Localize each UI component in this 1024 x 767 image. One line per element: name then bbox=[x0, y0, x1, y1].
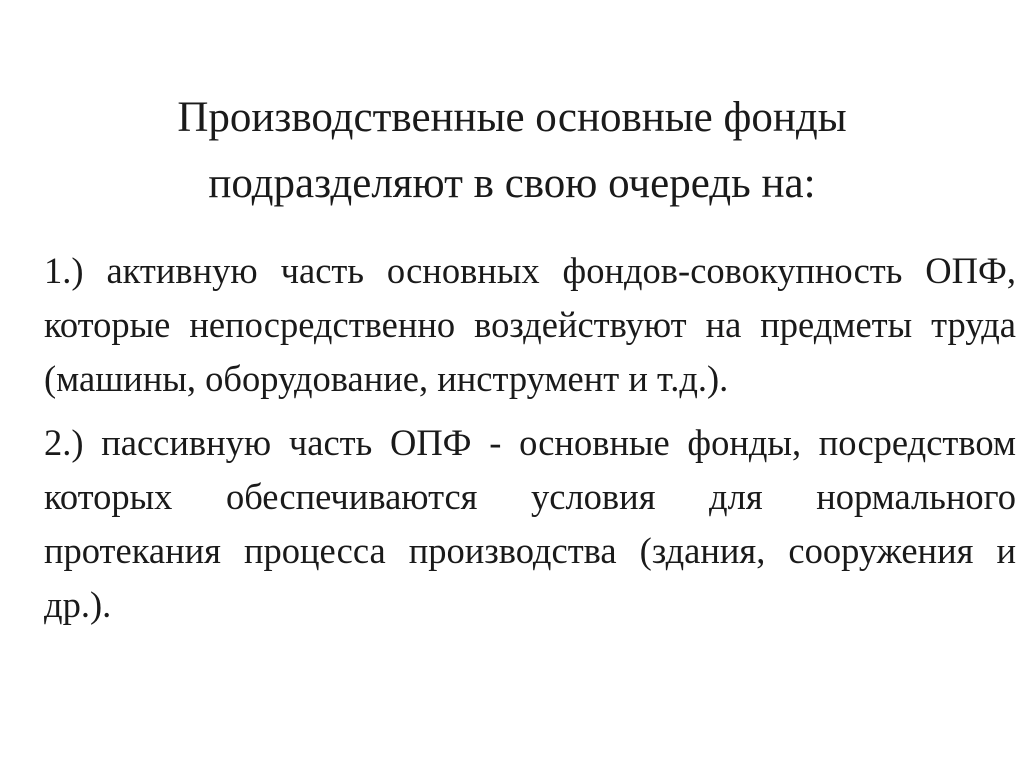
slide-title bbox=[80, 85, 944, 217]
title-line-2: подразделяют в свою очередь на: bbox=[208, 160, 816, 207]
paragraph-active-part: 1.) активную часть основных фондов-совокупность ОПФ, которые непосредственно воздействуют на предметы труда (машины, оборудование, инструмент и т.д.). bbox=[44, 250, 1016, 399]
slide-body bbox=[44, 244, 1016, 642]
title-line-1: Производственные основные фонды bbox=[177, 94, 847, 141]
paragraph-passive-part: 2.) пассивную часть ОПФ - основные фонды, посредством которых обеспечиваются условия для нормального протекания процесса производства (здания, сооружения и др.). bbox=[44, 422, 1016, 625]
